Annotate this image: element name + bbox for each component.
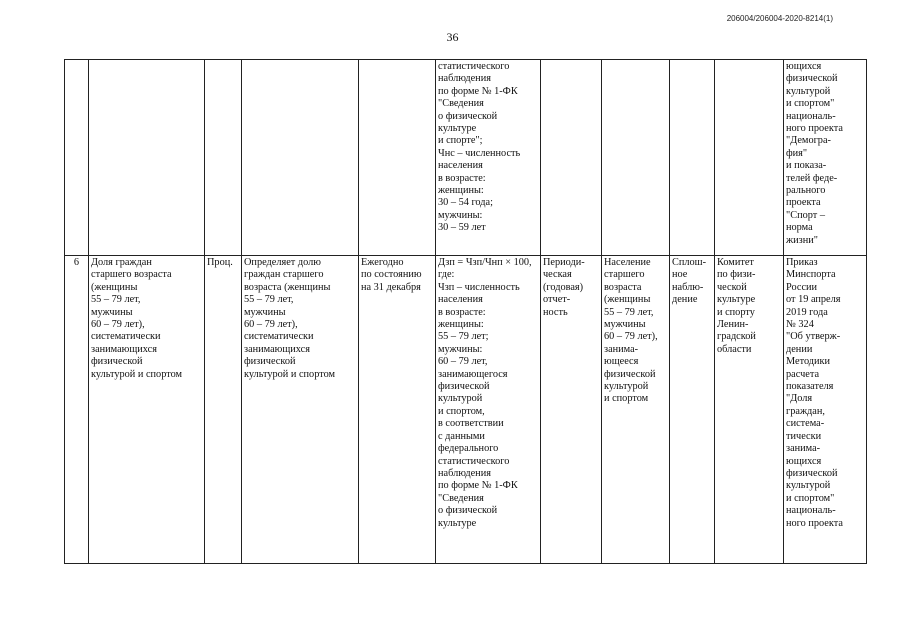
- cell-reporting: [541, 60, 602, 256]
- cell-num: [65, 60, 89, 256]
- cell-method: [670, 60, 715, 256]
- basis-continuation-text: ющихся физической культурой и спортом" националь- ного проекта "Демогра- фия" и показа- телей феде- рального проекта "Спорт – норма жизни": [786, 61, 843, 246]
- row-number: 6: [73, 257, 80, 268]
- table-row-6: [65, 256, 867, 564]
- method-text: Сплош- ное наблю- дение: [672, 257, 707, 306]
- formula-text: Дзп = Чзп/Чнп × 100, где: Чзп – численность населения в возрасте: женщины: 55 – 79 лет; мужчины: 60 – 79 лет, занимающегося физической культурой и спортом, в соответствии с данными федерального статистического наблюдения по форме № 1-ФК "Сведения о физической культуре: [438, 257, 532, 529]
- indicator-table: [64, 59, 867, 564]
- document-id: 206004/206004-2020-8214(1): [726, 14, 833, 23]
- cell-reporting: [541, 256, 602, 564]
- cell-unit: [205, 256, 242, 564]
- cell-basis: [784, 60, 867, 256]
- cell-formula: [436, 60, 541, 256]
- cell-name: [89, 256, 205, 564]
- cell-basis: [784, 256, 867, 564]
- cell-population: [602, 256, 670, 564]
- reporting-text: Периоди- ческая (годовая) отчет- ность: [543, 257, 585, 318]
- indicator-name: Доля граждан старшего возраста (женщины 55 – 79 лет, мужчины 60 – 79 лет), систематически занимающихся физической культурой и спортом: [91, 257, 183, 380]
- cell-method: [670, 256, 715, 564]
- cell-definition: [242, 256, 359, 564]
- definition-text: Определяет долю граждан старшего возраста (женщины 55 – 79 лет, мужчины 60 – 79 лет), систематически занимающихся физической культурой и спортом: [244, 257, 336, 380]
- unit-text: Проц.: [207, 257, 233, 268]
- cell-name: [89, 60, 205, 256]
- page-number: 36: [446, 30, 459, 44]
- cell-responsible: [715, 256, 784, 564]
- table-row-continuation: [65, 60, 867, 256]
- cell-population: [602, 60, 670, 256]
- period-text: Ежегодно по состоянию на 31 декабря: [361, 257, 422, 293]
- cell-definition: [242, 60, 359, 256]
- basis-text: Приказ Минспорта России от 19 апреля 2019 года № 324 "Об утверж- дении Методики расчета показателя "Доля граждан, система- тически занима- ющихся физической культурой и спортом" националь- ного проекта: [786, 257, 843, 529]
- population-text: Население старшего возраста (женщины 55 – 79 лет, мужчины 60 – 79 лет), занима- ющееся физической культурой и спортом: [604, 257, 658, 405]
- cell-period: [359, 256, 436, 564]
- cell-period: [359, 60, 436, 256]
- cell-num: [65, 256, 89, 564]
- formula-continuation-text: статистического наблюдения по форме № 1-ФК "Сведения о физической культуре и спорте"; Чнс – численность населения в возрасте: женщины: 30 – 54 года; мужчины: 30 – 59 лет: [438, 61, 521, 234]
- responsible-text: Комитет по физи- ческой культуре и спорту Ленин- градской области: [717, 257, 756, 355]
- cell-formula: [436, 256, 541, 564]
- cell-unit: [205, 60, 242, 256]
- cell-responsible: [715, 60, 784, 256]
